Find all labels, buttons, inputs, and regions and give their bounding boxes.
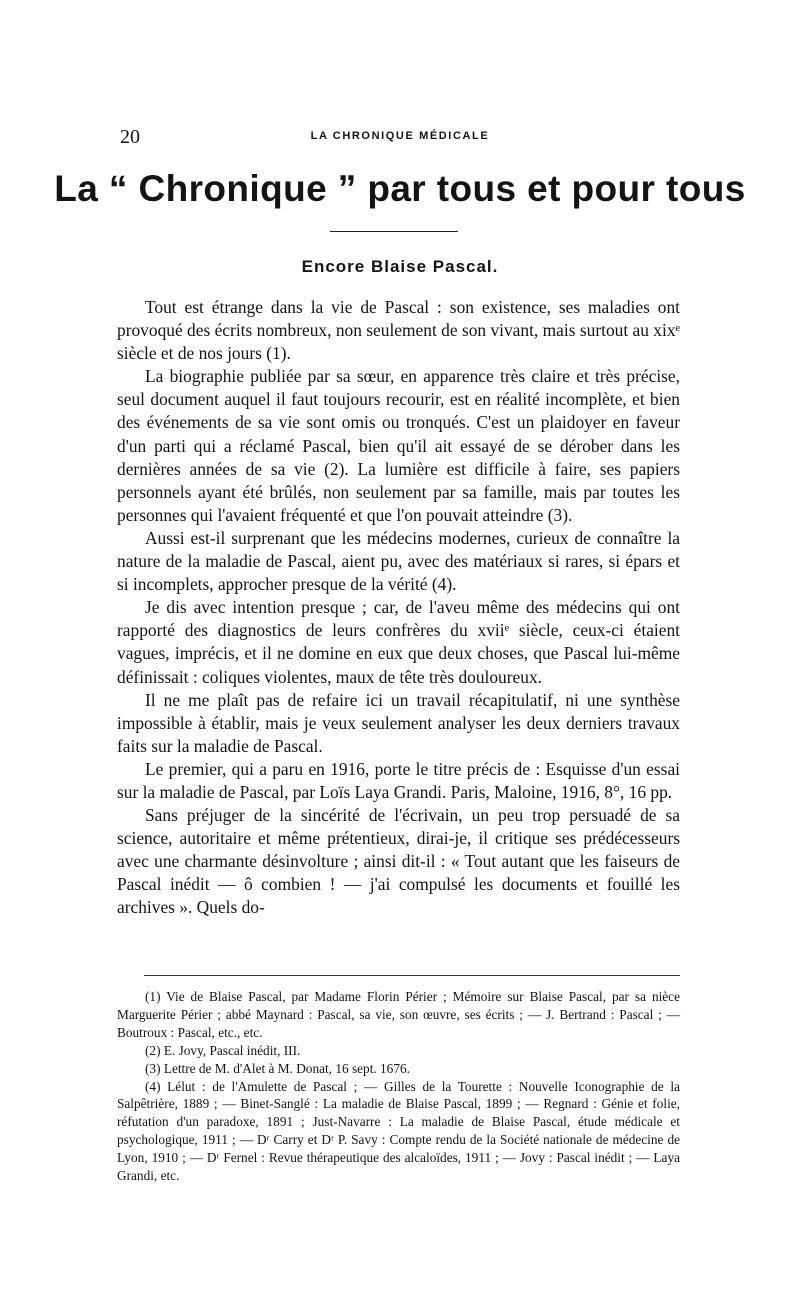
body-paragraph-5: Il ne me plaît pas de refaire ici un travail récapitulatif, ni une synthèse impossible à établir, mais je veux seulement analyser les deux derniers travaux faits sur la maladie de Pascal. bbox=[117, 689, 680, 756]
body-paragraph-4: Je dis avec intention presque ; car, de l'aveu même des médecins qui ont rapporté des diagnostics de leurs confrères du xviiᵉ siècle, ceux-ci étaient vagues, imprécis, et il ne domine en eux que deux choses, que Pascal lui-même définissait : coliques violentes, maux de tête très douloureux. bbox=[117, 597, 680, 687]
page-number: 20 bbox=[120, 126, 140, 148]
article-title: Encore Blaise Pascal. bbox=[301, 257, 499, 276]
body-paragraph-6: Le premier, qui a paru en 1916, porte le titre précis de : Esquisse d'un essai sur la maladie de Pascal, par Loïs Laya Grandi. Paris, Maloine, 1916, 8°, 16 pp. bbox=[117, 758, 680, 802]
running-head bbox=[120, 126, 680, 152]
body-paragraph-3: Aussi est-il surprenant que les médecins modernes, curieux de connaître la nature de la maladie de Pascal, aient pu, avec des matériaux si rares, si épars et si incomplets, approcher presque de la vérité (4). bbox=[117, 527, 680, 595]
footnote-1: (1) Vie de Blaise Pascal, par Madame Florin Périer ; Mémoire sur Blaise Pascal, par sa nièce Marguerite Périer ; abbé Maynard : Pascal, sa vie, son œuvre, ses écrits ; — J. Bertrand : Pascal ; — Boutroux : Pascal, etc., etc. bbox=[117, 989, 680, 1040]
footnote-4: (4) Lélut : de l'Amulette de Pascal ; — Gilles de la Tourette : Nouvelle Iconographie de la Salpêtrière, 1889 ; — Binet-Sanglé : La maladie de Blaise Pascal, 1899 ; — Regnard : Génie et folie, réfutation d'un paradoxe, 1891 ; Just-Navarre : La maladie de Blaise Pascal, étude médicale et psychologique, 1911 ; — Dʳ Carry et Dʳ P. Savy : Compte rendu de la Société nationale de médecine de Lyon, 1910 ; — Dʳ Fernel : Revue thérapeutique des alcaloïdes, 1911 ; — Jovy : Pascal inédit ; — Laya Grandi, etc. bbox=[117, 1078, 680, 1184]
section-title: La “ Chronique ” par tous et pour tous bbox=[54, 168, 746, 209]
footnotes bbox=[117, 988, 680, 1185]
journal-title: LA CHRONIQUE MÉDICALE bbox=[310, 130, 490, 142]
footnote-3: (3) Lettre de M. d'Alet à M. Donat, 16 sept. 1676. bbox=[145, 1060, 410, 1076]
body-paragraph-1: Tout est étrange dans la vie de Pascal : son existence, ses maladies ont provoqué des écrits nombreux, non seulement de son vivant, mais surtout au xixᵉ siècle et de nos jours (1). bbox=[117, 297, 680, 364]
footnote-2: (2) E. Jovy, Pascal inédit, III. bbox=[145, 1042, 301, 1058]
body-paragraph-2: La biographie publiée par sa sœur, en apparence très claire et très précise, seul document auquel il faut toujours recourir, est en réalité incomplète, et bien des événements de sa vie sont omis ou tronqués. C'est un plaidoyer en faveur d'un parti qui a réclamé Pascal, bien qu'il ait essayé de se dérober dans les dernières années de sa vie (2). La lumière est difficile à faire, ses papiers personnels ayant été brûlés, non seulement par sa famille, mais par toutes les personnes qui l'avaient fréquenté et que l'on pouvait atteindre (3). bbox=[117, 366, 680, 525]
body-paragraph-7: Sans préjuger de la sincérité de l'écrivain, un peu trop persuadé de sa science, autoritaire et même prétentieux, dirai-je, il critique ses prédécesseurs avec une charmante désinvolture ; ainsi dit-il : « Tout autant que les faiseurs de Pascal inédit — ô combien ! — j'ai compulsé les documents et fouillé les archives ». Quels do- bbox=[117, 805, 680, 918]
footnote-divider bbox=[144, 975, 680, 976]
title-divider bbox=[330, 231, 458, 232]
article-body bbox=[117, 296, 680, 920]
